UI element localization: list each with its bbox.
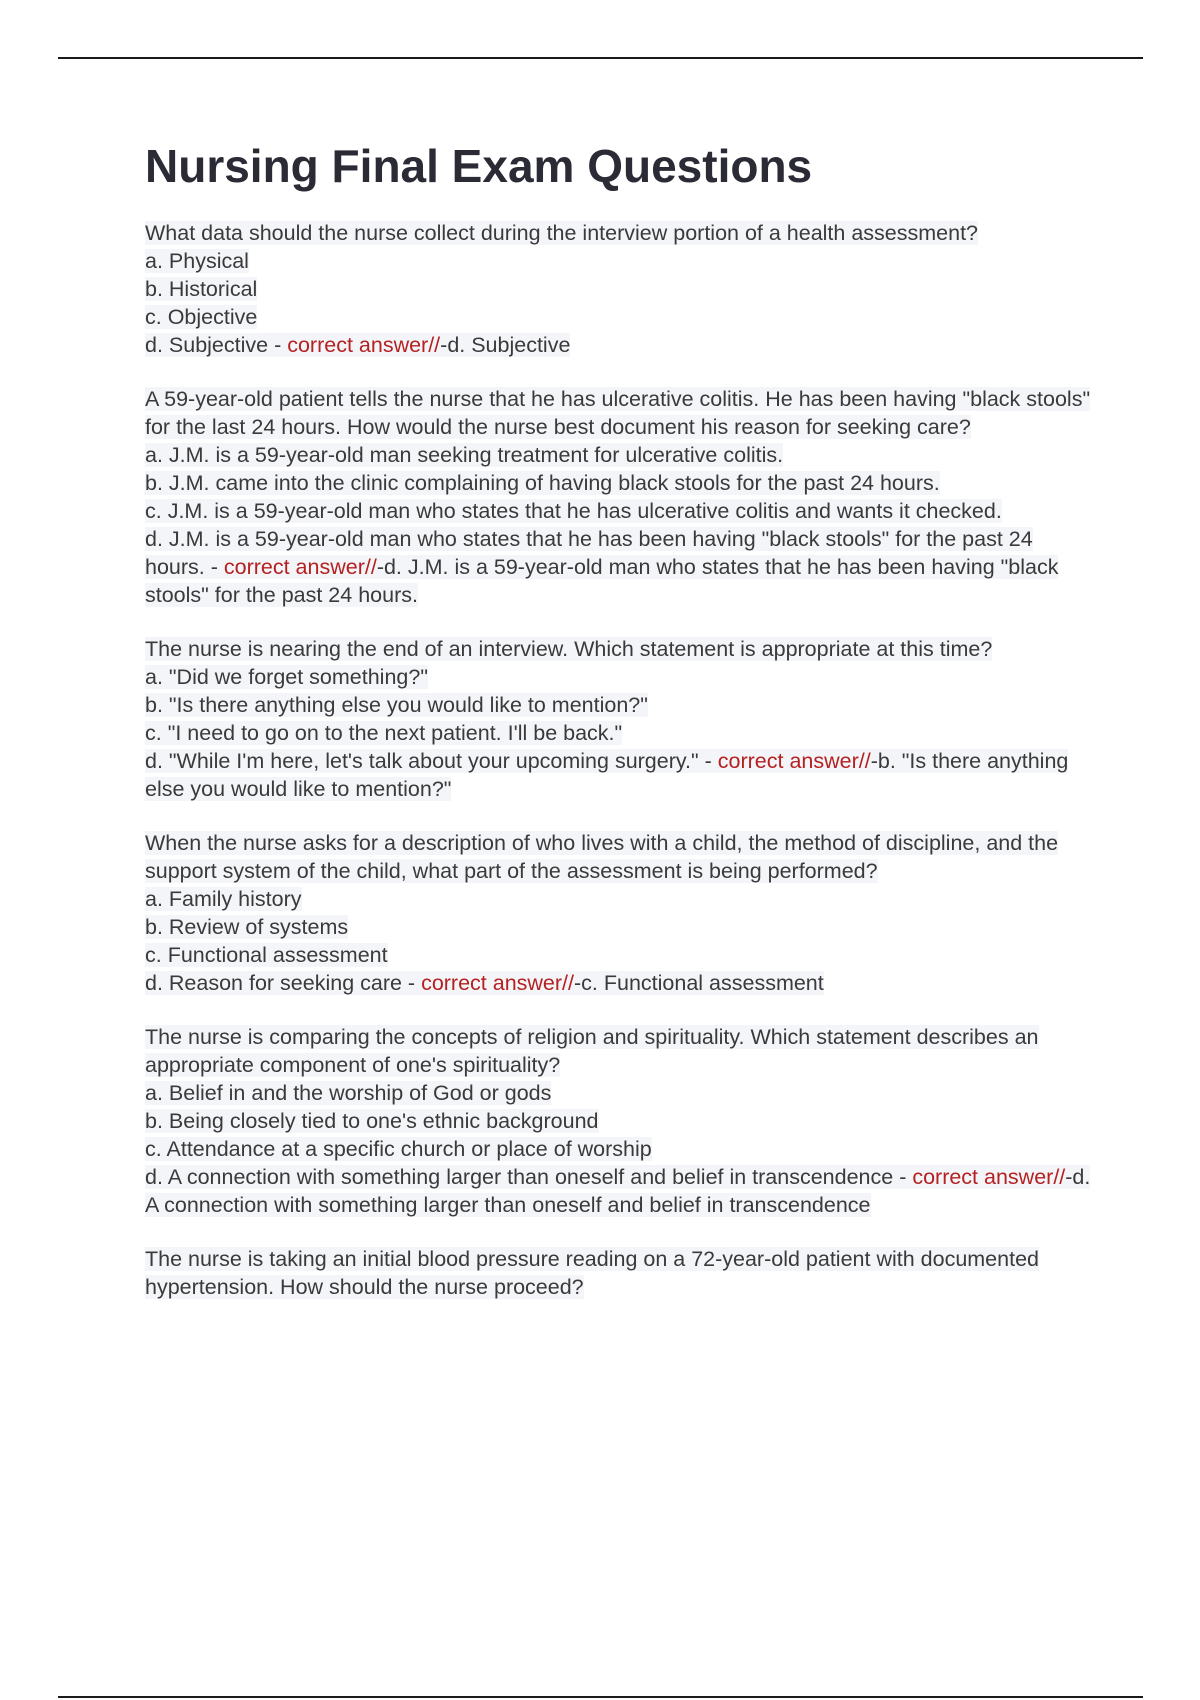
option: c. "I need to go on to the next patient. I'll be back.": [145, 720, 623, 745]
correct-answer-label: correct answer//: [223, 554, 377, 579]
correct-answer-label: correct answer//: [421, 970, 574, 995]
option: c. J.M. is a 59-year-old man who states that he has ulcerative colitis and wants it checked.: [145, 498, 1002, 523]
last-option: d. J.M. is a 59-year-old man who states that he has been having "black stools" for the past 24 hours. -: [145, 526, 1033, 579]
option: a. Family history: [145, 886, 302, 911]
question-text: The nurse is comparing the concepts of religion and spirituality. Which statement describes an appropriate component of one's spirituality?: [145, 1024, 1039, 1077]
correct-answer-label: correct answer//: [717, 748, 871, 773]
option: c. Attendance at a specific church or place of worship: [145, 1136, 652, 1161]
correct-answer-label: correct answer//: [287, 332, 441, 357]
option: a. "Did we forget something?": [145, 664, 428, 689]
option: b. J.M. came into the clinic complaining of having black stools for the past 24 hours.: [145, 470, 940, 495]
option-with-answer: [145, 1163, 1095, 1219]
header-rule: [58, 57, 1143, 59]
option: a. Physical: [145, 248, 249, 273]
answer-text: -d. Subjective: [440, 332, 571, 357]
question-text: The nurse is nearing the end of an interview. Which statement is appropriate at this time?: [145, 636, 993, 661]
answer-text: -c. Functional assessment: [574, 970, 824, 995]
document-body: [145, 140, 1095, 1327]
option: a. Belief in and the worship of God or gods: [145, 1080, 552, 1105]
question-block: [145, 1245, 1095, 1301]
option-with-answer: [145, 747, 1095, 803]
last-option: d. Reason for seeking care -: [145, 970, 422, 995]
correct-answer-label: correct answer//: [912, 1164, 1066, 1189]
question-block: [145, 219, 1095, 359]
option: c. Functional assessment: [145, 942, 388, 967]
option: b. "Is there anything else you would like to mention?": [145, 692, 648, 717]
option: b. Review of systems: [145, 914, 349, 939]
question-block: [145, 635, 1095, 803]
question-text: When the nurse asks for a description of who lives with a child, the method of discipline, and the support system of the child, what part of the assessment is being performed?: [145, 830, 1059, 883]
option-with-answer: [145, 331, 1095, 359]
question-block: [145, 385, 1095, 609]
option: a. J.M. is a 59-year-old man seeking treatment for ulcerative colitis.: [145, 442, 784, 467]
answer-text: -d. J.M. is a 59-year-old man who states that he has been having "black stools" for the past 24 hours.: [145, 554, 1059, 607]
question-block: [145, 829, 1095, 997]
last-option: d. "While I'm here, let's talk about your upcoming surgery." -: [145, 748, 718, 773]
last-option: d. Subjective -: [145, 332, 288, 357]
question-text: What data should the nurse collect during the interview portion of a health assessment?: [145, 220, 979, 245]
document-title: Nursing Final Exam Questions: [145, 140, 813, 192]
question-text: The nurse is taking an initial blood pressure reading on a 72-year-old patient with documented hypertension. How should the nurse proceed?: [145, 1246, 1039, 1299]
last-option: d. A connection with something larger than oneself and belief in transcendence -: [145, 1164, 913, 1189]
question-block: [145, 1023, 1095, 1219]
option: b. Historical: [145, 276, 258, 301]
option: c. Objective: [145, 304, 258, 329]
answer-text: -d. A connection with something larger than oneself and belief in transcendence: [145, 1164, 1091, 1217]
option-with-answer: [145, 525, 1095, 609]
footer-rule: [58, 1696, 1143, 1698]
question-text: A 59-year-old patient tells the nurse that he has ulcerative colitis. He has been having "black stools" for the last 24 hours. How would the nurse best document his reason for seeking care?: [145, 386, 1091, 439]
option-with-answer: [145, 969, 1095, 997]
option: b. Being closely tied to one's ethnic background: [145, 1108, 599, 1133]
answer-text: -b. "Is there anything else you would like to mention?": [145, 748, 1069, 801]
